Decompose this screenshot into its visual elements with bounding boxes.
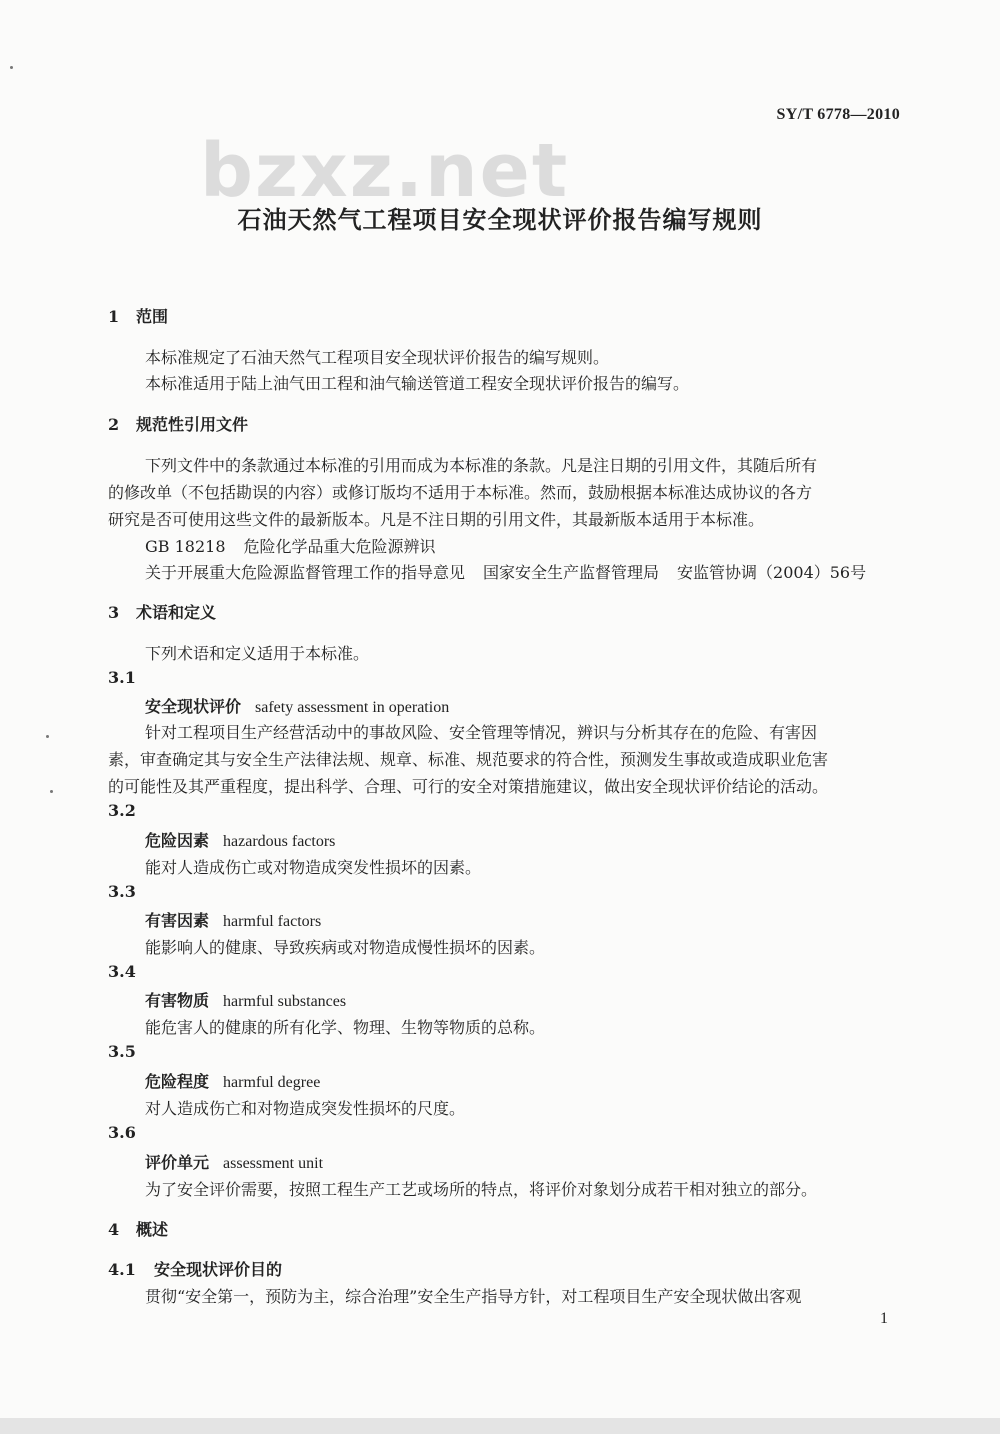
- term-chinese: 有害物质: [145, 991, 210, 1010]
- reference-item: [145, 534, 436, 557]
- section-2-heading: [108, 412, 248, 435]
- definition-line: 的可能性及其严重程度，提出科学、合理、可行的安全对策措施建议，做出安全现状评价结论的活动。: [108, 777, 829, 796]
- term-number: 3.6: [108, 1123, 136, 1142]
- subsection-title: 安全现状评价目的: [154, 1260, 283, 1279]
- reference-title: 关于开展重大危险源监督管理工作的指导意见: [145, 563, 466, 582]
- reference-org: 国家安全生产监督管理局: [483, 563, 660, 582]
- paragraph: 下列术语和定义适用于本标准。: [145, 644, 370, 663]
- section-3-heading: [108, 600, 216, 623]
- term-chinese: 危险程度: [145, 1072, 210, 1091]
- term-english: harmful factors: [223, 913, 322, 930]
- definition: 能危害人的健康的所有化学、物理、生物等物质的总称。: [145, 1018, 546, 1037]
- definition: 能对人造成伤亡或对物造成突发性损坏的因素。: [145, 858, 482, 877]
- term-number: 3.4: [108, 962, 136, 981]
- reference-doc: 安监管协调（2004）56号: [677, 563, 867, 582]
- term-entry: [145, 694, 449, 717]
- scan-speck: [10, 66, 13, 69]
- definition: 为了安全评价需要，按照工程生产工艺或场所的特点，将评价对象划分成若干相对独立的部分。: [145, 1180, 818, 1199]
- term-number: 3.2: [108, 801, 136, 820]
- section-title: 概述: [136, 1220, 169, 1239]
- section-number: 3: [108, 603, 120, 622]
- viewer-bottom-edge: [0, 1418, 1000, 1434]
- paragraph-line: 下列文件中的条款通过本标准的引用而成为本标准的条款。凡是注日期的引用文件，其随后所有: [145, 456, 818, 475]
- reference-item: [145, 560, 866, 583]
- scan-speck: [50, 790, 53, 793]
- reference-title: 危险化学品重大危险源辨识: [243, 537, 436, 556]
- term-entry: [145, 1150, 323, 1173]
- section-1-heading: [108, 304, 168, 327]
- section-number: 2: [108, 415, 120, 434]
- reference-code: GB 18218: [145, 537, 226, 556]
- subsection-heading: [108, 1257, 282, 1280]
- term-entry: [145, 828, 335, 851]
- paragraph: 本标准适用于陆上油气田工程和油气输送管道工程安全现状评价报告的编写。: [145, 374, 690, 393]
- term-entry: [145, 908, 321, 931]
- section-number: 4: [108, 1220, 120, 1239]
- term-english: assessment unit: [223, 1155, 324, 1172]
- term-entry: [145, 988, 346, 1011]
- page-number: 1: [880, 1310, 888, 1327]
- definition-line: 素，审查确定其与安全生产法律法规、规章、标准、规范要求的符合性，预测发生事故或造成职业危害: [108, 750, 829, 769]
- document-title: 石油天然气工程项目安全现状评价报告编写规则: [237, 206, 763, 234]
- definition-line: 针对工程项目生产经营活动中的事故风险、安全管理等情况，辨识与分析其存在的危险、有害因: [145, 723, 818, 742]
- term-english: hazardous factors: [223, 833, 336, 850]
- definition: 对人造成伤亡和对物造成突发性损坏的尺度。: [145, 1099, 466, 1118]
- term-chinese: 危险因素: [145, 831, 210, 850]
- term-entry: [145, 1069, 320, 1092]
- section-4-heading: [108, 1217, 168, 1240]
- term-chinese: 有害因素: [145, 911, 210, 930]
- term-english: harmful degree: [223, 1074, 321, 1091]
- section-title: 术语和定义: [136, 603, 217, 622]
- paragraph-line: 的修改单（不包括勘误的内容）或修订版均不适用于本标准。然而，鼓励根据本标准达成协议的各方: [108, 483, 813, 502]
- paragraph-line: 贯彻“安全第一，预防为主，综合治理”安全生产指导方针，对工程项目生产安全现状做出客观: [145, 1287, 802, 1306]
- section-title: 范围: [136, 307, 169, 326]
- scan-speck: [46, 735, 49, 738]
- subsection-number: 4.1: [108, 1260, 136, 1279]
- paragraph-line: 研究是否可使用这些文件的最新版本。凡是不注日期的引用文件，其最新版本适用于本标准。: [108, 510, 765, 529]
- section-number: 1: [108, 307, 120, 326]
- term-chinese: 安全现状评价: [145, 697, 242, 716]
- term-chinese: 评价单元: [145, 1153, 210, 1172]
- watermark-logo: bzxz.net: [200, 128, 570, 214]
- term-number: 3.1: [108, 668, 136, 687]
- term-english: harmful substances: [223, 993, 347, 1010]
- term-number: 3.5: [108, 1042, 136, 1061]
- definition: 能影响人的健康、导致疾病或对物造成慢性损坏的因素。: [145, 938, 546, 957]
- paragraph: 本标准规定了石油天然气工程项目安全现状评价报告的编写规则。: [145, 348, 610, 367]
- standard-number: SY/T 6778—2010: [776, 106, 900, 123]
- section-title: 规范性引用文件: [136, 415, 249, 434]
- term-english: safety assessment in operation: [255, 699, 450, 716]
- term-number: 3.3: [108, 882, 136, 901]
